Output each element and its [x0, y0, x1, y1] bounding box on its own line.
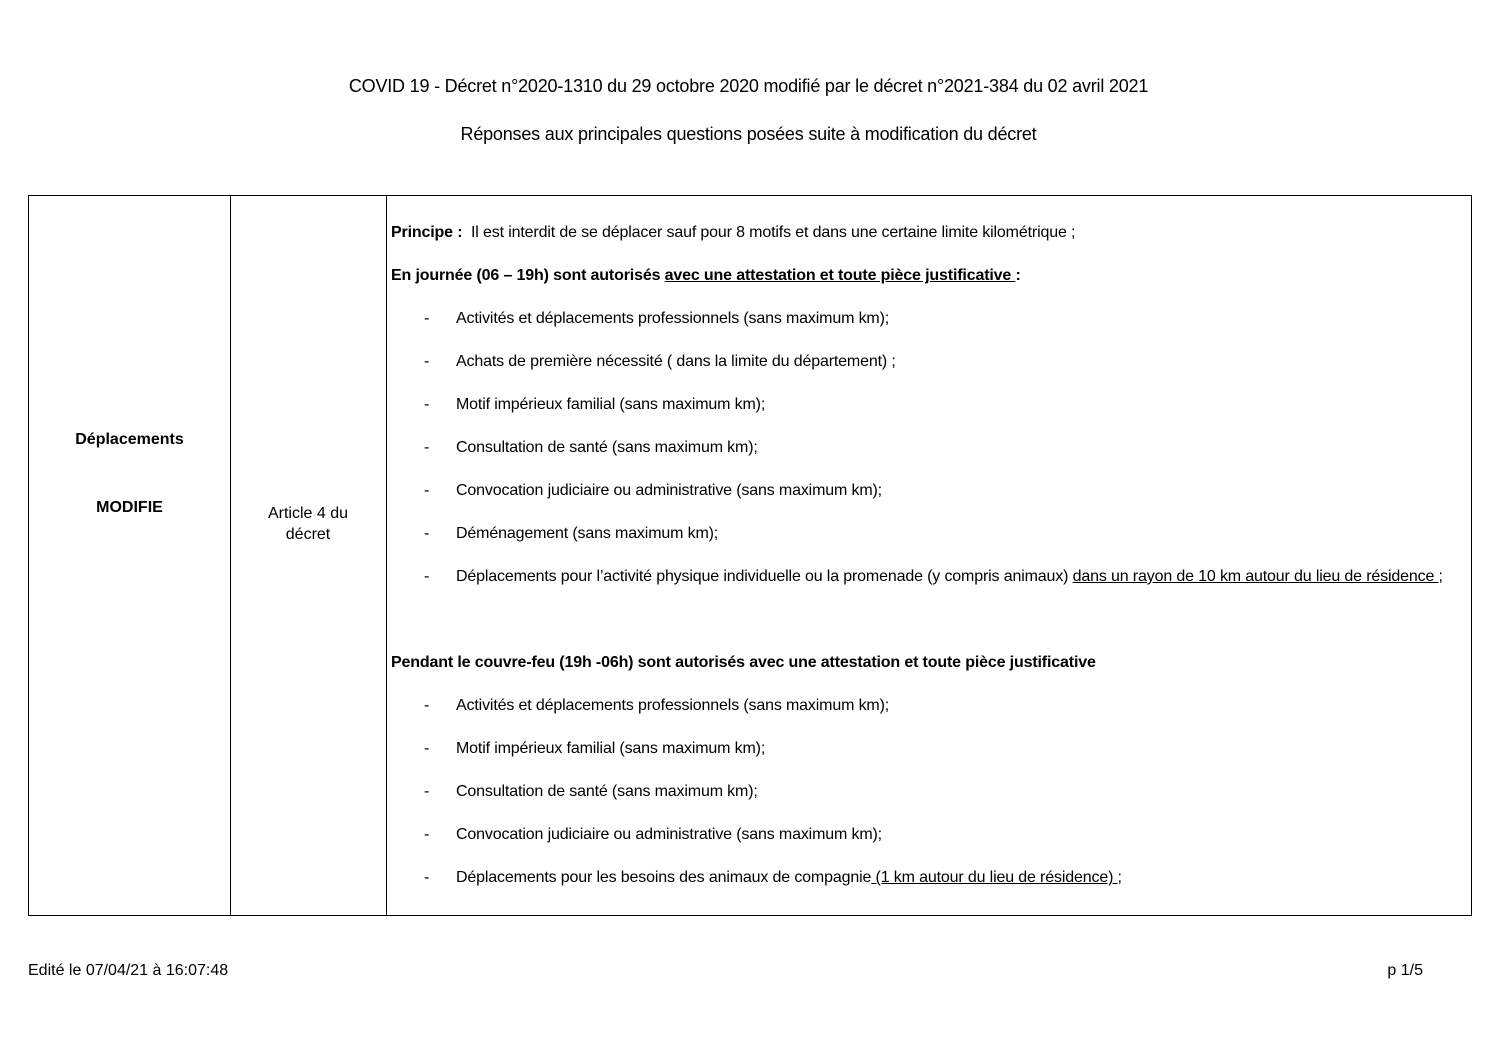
day-heading-underlined: avec une attestation et toute pièce justificative — [664, 267, 1016, 284]
activity-limit: dans un rayon de 10 km autour du lieu de résidence ; — [1072, 568, 1443, 585]
document-subtitle: Réponses aux principales questions posées suite à modification du décret — [460, 124, 1037, 144]
document-title: COVID 19 - Décret n°2020-1310 du 29 octobre 2020 modifié par le décret n°2021-384 du 02 avril 2021 — [348, 76, 1149, 96]
rules-table — [28, 195, 1472, 916]
status-label: MODIFIE — [96, 499, 163, 516]
list-item-text — [456, 566, 1468, 587]
bullet-dash: - — [424, 439, 430, 456]
article-cell — [230, 503, 386, 545]
list-item-text: Activités et déplacements professionnels (sans maximum km); — [456, 310, 890, 327]
bullet-dash: - — [424, 869, 430, 886]
column-divider — [230, 196, 231, 915]
list-item-text: Convocation judiciaire ou administrative (sans maximum km); — [456, 482, 882, 499]
bullet-dash: - — [424, 783, 430, 800]
bullet-dash: - — [424, 396, 430, 413]
article-line: décret — [285, 526, 331, 543]
principle-label: Principe : — [391, 224, 463, 241]
bullet-dash: - — [424, 740, 430, 757]
edit-timestamp: Edité le 07/04/21 à 16:07:48 — [28, 962, 229, 979]
pet-text: Déplacements pour les besoins des animaux de compagnie — [456, 869, 872, 886]
bullet-dash: - — [424, 697, 430, 714]
principle-text: Il est interdit de se déplacer sauf pour 8 motifs et dans une certaine limite kilométrique ; — [462, 224, 1076, 241]
night-heading: Pendant le couvre-feu (19h -06h) sont autorisés avec une attestation et toute pièce justificative — [391, 654, 1096, 671]
page-number: p 1/5 — [1387, 962, 1423, 979]
list-item-text: Motif impérieux familial (sans maximum km); — [456, 740, 766, 757]
pet-limit: (1 km autour du lieu de résidence) ; — [871, 869, 1122, 886]
day-heading-text: En journée (06 – 19h) sont autorisés — [391, 267, 665, 284]
bullet-dash: - — [424, 482, 430, 499]
list-item-text: Déménagement (sans maximum km); — [456, 525, 719, 542]
bullet-dash: - — [424, 310, 430, 327]
activity-text: Déplacements pour l’activité physique individuelle ou la promenade (y compris animaux) — [456, 568, 1073, 585]
bullet-dash: - — [424, 525, 430, 542]
bullet-dash: - — [424, 568, 430, 585]
article-line: Article 4 du — [267, 505, 349, 522]
list-item-text: Activités et déplacements professionnels (sans maximum km); — [456, 697, 890, 714]
list-item-text — [456, 867, 1122, 888]
bullet-dash: - — [424, 353, 430, 370]
day-heading — [391, 265, 1021, 286]
principle-paragraph — [391, 222, 1075, 243]
bullet-dash: - — [424, 826, 430, 843]
column-divider — [386, 196, 387, 915]
list-item-text: Achats de première nécessité ( dans la limite du département) ; — [456, 353, 896, 370]
list-item-text: Motif impérieux familial (sans maximum km); — [456, 396, 766, 413]
list-item-text: Consultation de santé (sans maximum km); — [456, 439, 758, 456]
subject-cell: Déplacements — [75, 431, 184, 448]
list-item-text: Convocation judiciaire ou administrative (sans maximum km); — [456, 826, 882, 843]
day-heading-end: : — [1015, 267, 1021, 284]
list-item-text: Consultation de santé (sans maximum km); — [456, 783, 758, 800]
